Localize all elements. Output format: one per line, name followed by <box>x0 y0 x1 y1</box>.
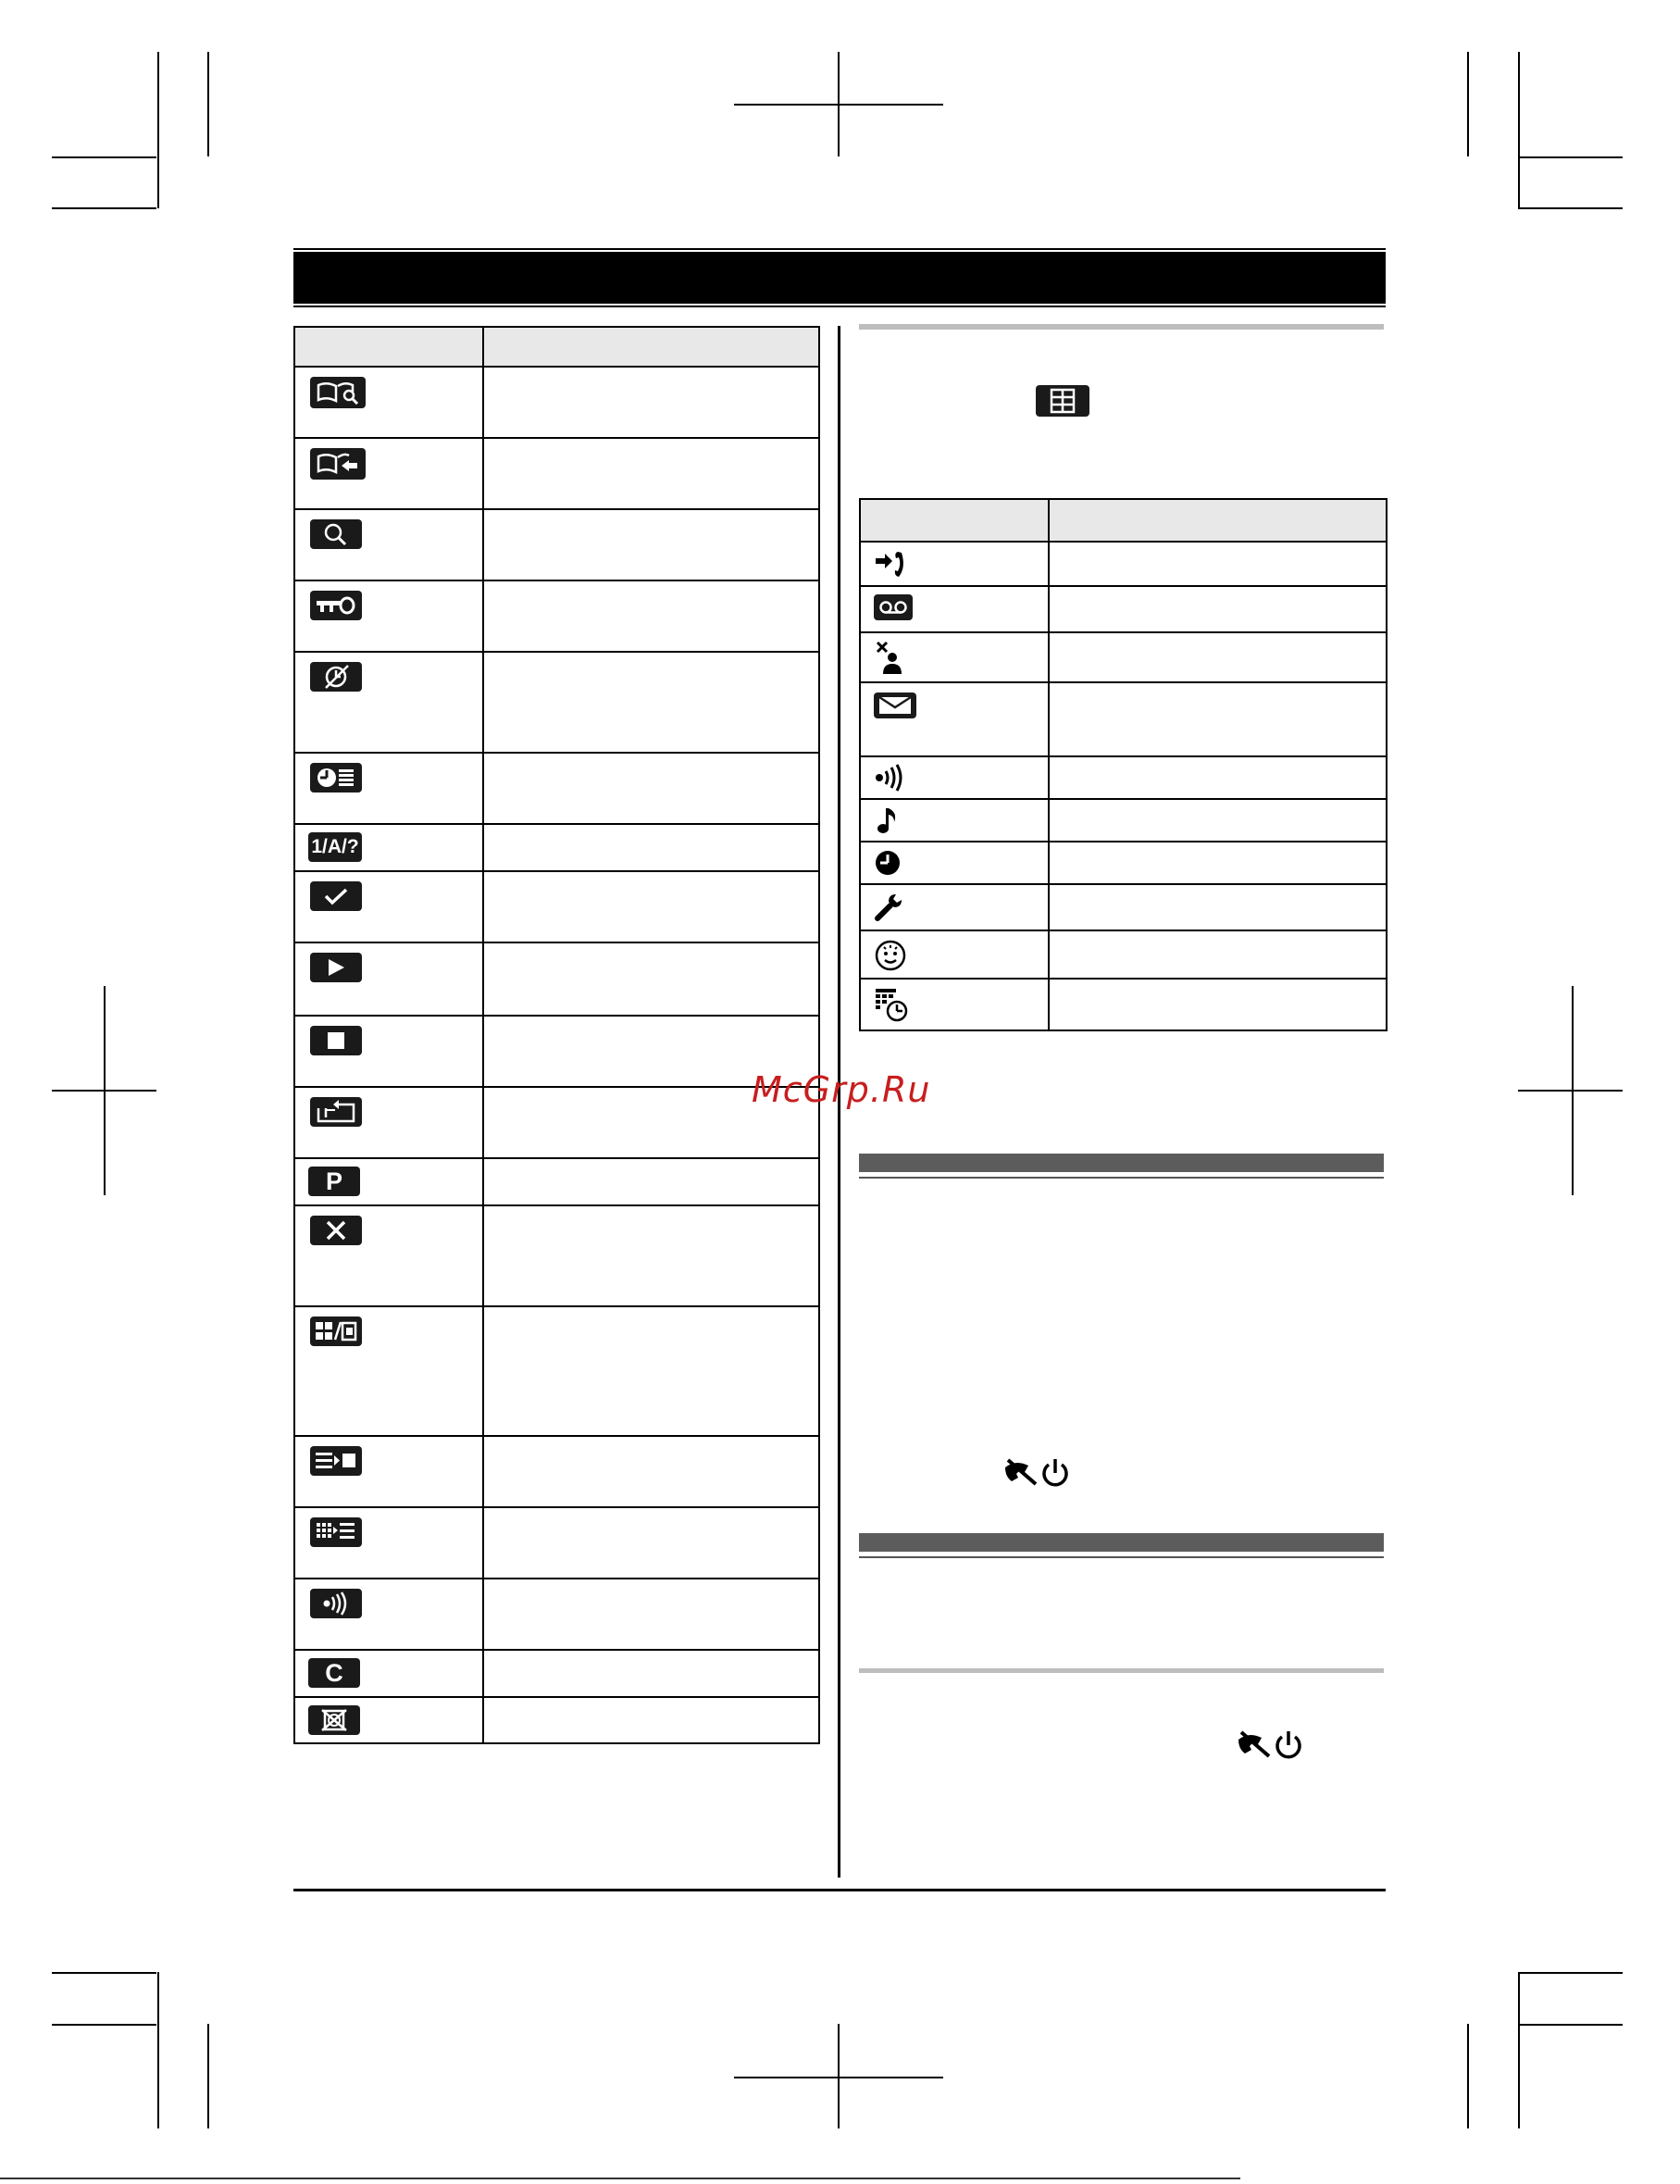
phonebook-search-icon[interactable] <box>310 377 366 408</box>
crop-mark <box>157 1972 159 2024</box>
table-row <box>294 652 819 753</box>
key-lock-icon[interactable] <box>310 591 362 620</box>
description-cell <box>483 871 819 942</box>
crop-mark <box>1518 156 1623 158</box>
table-row <box>860 979 1387 1030</box>
description-cell <box>1049 930 1387 979</box>
description-cell <box>483 438 819 509</box>
crop-mark <box>1518 2024 1520 2128</box>
table-row <box>294 1650 819 1697</box>
table-row <box>860 756 1387 799</box>
baby-monitor-icon[interactable] <box>874 939 907 972</box>
search-icon[interactable] <box>310 519 362 549</box>
clock-list-icon[interactable] <box>310 763 362 792</box>
table-header-cell <box>860 499 1049 542</box>
crop-mark <box>52 156 156 158</box>
header-rule <box>293 306 1386 307</box>
wrench-icon[interactable] <box>874 892 903 922</box>
table-row <box>294 1158 819 1205</box>
music-note-icon[interactable] <box>876 805 902 835</box>
crop-mark <box>52 1972 156 1974</box>
menu-list-icon[interactable] <box>310 1517 362 1547</box>
clock-icon[interactable] <box>874 849 902 877</box>
pause-icon[interactable]: P <box>308 1167 360 1196</box>
crop-mark <box>734 104 943 106</box>
view-toggle-icon[interactable] <box>310 1317 362 1346</box>
description-cell <box>483 1158 819 1205</box>
description-cell <box>1049 542 1387 586</box>
input-mode-icon[interactable]: 1/A/? <box>308 832 362 862</box>
description-cell <box>483 1507 819 1579</box>
table-row <box>860 799 1387 842</box>
table-header-row <box>860 499 1387 542</box>
stop-icon[interactable] <box>310 1026 362 1055</box>
paging-icon[interactable] <box>310 1589 362 1618</box>
table-row <box>294 871 819 942</box>
call-forward-icon[interactable] <box>874 549 909 579</box>
table-row <box>294 753 819 824</box>
description-cell <box>483 652 819 753</box>
envelope-icon[interactable] <box>874 693 916 718</box>
crop-mark <box>1518 156 1520 208</box>
time-off-icon[interactable] <box>310 662 362 692</box>
section-heading-underline <box>859 1177 1384 1179</box>
table-header-cell <box>294 327 483 367</box>
list-play-icon[interactable] <box>310 1446 362 1476</box>
intercom-icon[interactable] <box>874 764 907 792</box>
description-cell <box>483 1205 819 1306</box>
footer-rule <box>293 1889 1386 1891</box>
crop-mark <box>157 156 159 208</box>
table-row <box>294 367 819 438</box>
soft-key-icon-table <box>293 326 820 1744</box>
crop-mark <box>1518 2024 1623 2026</box>
table-row <box>294 438 819 509</box>
play-icon[interactable] <box>310 953 362 982</box>
description-cell <box>483 942 819 1016</box>
crop-mark <box>1518 1972 1623 1974</box>
description-cell <box>483 1306 819 1436</box>
description-cell <box>483 367 819 438</box>
menu-icon-table <box>859 498 1388 1031</box>
back-arrow-icon[interactable] <box>310 1097 362 1127</box>
clear-icon[interactable]: C <box>308 1658 360 1688</box>
table-row <box>294 509 819 580</box>
description-cell <box>483 1579 819 1650</box>
description-cell <box>483 580 819 652</box>
table-row <box>860 884 1387 930</box>
crop-mark <box>1518 207 1623 209</box>
table-row <box>294 1306 819 1436</box>
voicemail-icon[interactable] <box>874 594 913 620</box>
crop-mark <box>207 52 209 156</box>
description-cell <box>483 1650 819 1697</box>
table-row <box>860 632 1387 682</box>
page-header-bar <box>293 252 1386 304</box>
watermark-text: McGrp.Ru <box>752 1069 931 1110</box>
description-cell <box>1049 756 1387 799</box>
table-row <box>294 580 819 652</box>
crop-mark <box>1467 2024 1469 2128</box>
crop-mark <box>52 207 156 209</box>
table-row <box>294 1436 819 1507</box>
section-heading-bar <box>859 1533 1384 1552</box>
section-rule <box>859 1668 1384 1673</box>
description-cell <box>483 1697 819 1743</box>
menu-grid-icon[interactable] <box>1036 385 1089 417</box>
table-row <box>294 1579 819 1650</box>
table-row <box>294 1205 819 1306</box>
section-rule <box>859 324 1384 330</box>
table-row <box>294 1697 819 1743</box>
description-cell <box>1049 632 1387 682</box>
section-heading-underline <box>859 1556 1384 1558</box>
table-row <box>294 1507 819 1579</box>
description-cell <box>483 509 819 580</box>
table-row <box>294 1016 819 1087</box>
off-power-icon[interactable] <box>1236 1728 1306 1764</box>
description-cell <box>483 1436 819 1507</box>
crop-mark <box>52 2024 156 2026</box>
checkmark-icon[interactable] <box>310 881 362 911</box>
erase-box-icon[interactable] <box>308 1705 360 1735</box>
section-heading-bar <box>859 1154 1384 1172</box>
table-row <box>294 942 819 1016</box>
description-cell <box>1049 979 1387 1030</box>
crop-mark <box>207 2024 209 2128</box>
description-cell <box>1049 682 1387 756</box>
description-cell <box>1049 586 1387 632</box>
description-cell <box>1049 842 1387 884</box>
table-header-row <box>294 327 819 367</box>
description-cell <box>483 753 819 824</box>
table-row <box>860 842 1387 884</box>
table-row <box>860 542 1387 586</box>
crop-mark <box>52 1090 156 1092</box>
table-header-cell <box>483 327 819 367</box>
table-row <box>860 930 1387 979</box>
close-icon[interactable] <box>310 1216 362 1245</box>
bottom-edge-line <box>0 2178 1240 2179</box>
table-row <box>860 586 1387 632</box>
table-header-cell <box>1049 499 1387 542</box>
description-cell <box>1049 884 1387 930</box>
crop-mark <box>157 2024 159 2128</box>
crop-mark <box>1518 1972 1520 2024</box>
crop-mark <box>1467 52 1469 156</box>
description-cell <box>483 824 819 871</box>
call-block-icon[interactable] <box>876 641 907 676</box>
table-row <box>294 1087 819 1158</box>
off-power-icon[interactable] <box>1002 1456 1073 1491</box>
table-row <box>860 682 1387 756</box>
calendar-clock-icon[interactable] <box>874 987 911 1024</box>
header-rule <box>293 248 1386 250</box>
phonebook-add-icon[interactable] <box>310 448 366 480</box>
description-cell <box>1049 799 1387 842</box>
crop-mark <box>157 52 159 156</box>
crop-mark <box>1518 1090 1623 1092</box>
crop-mark <box>1518 52 1520 156</box>
table-row <box>294 824 819 871</box>
crop-mark <box>734 2077 943 2078</box>
